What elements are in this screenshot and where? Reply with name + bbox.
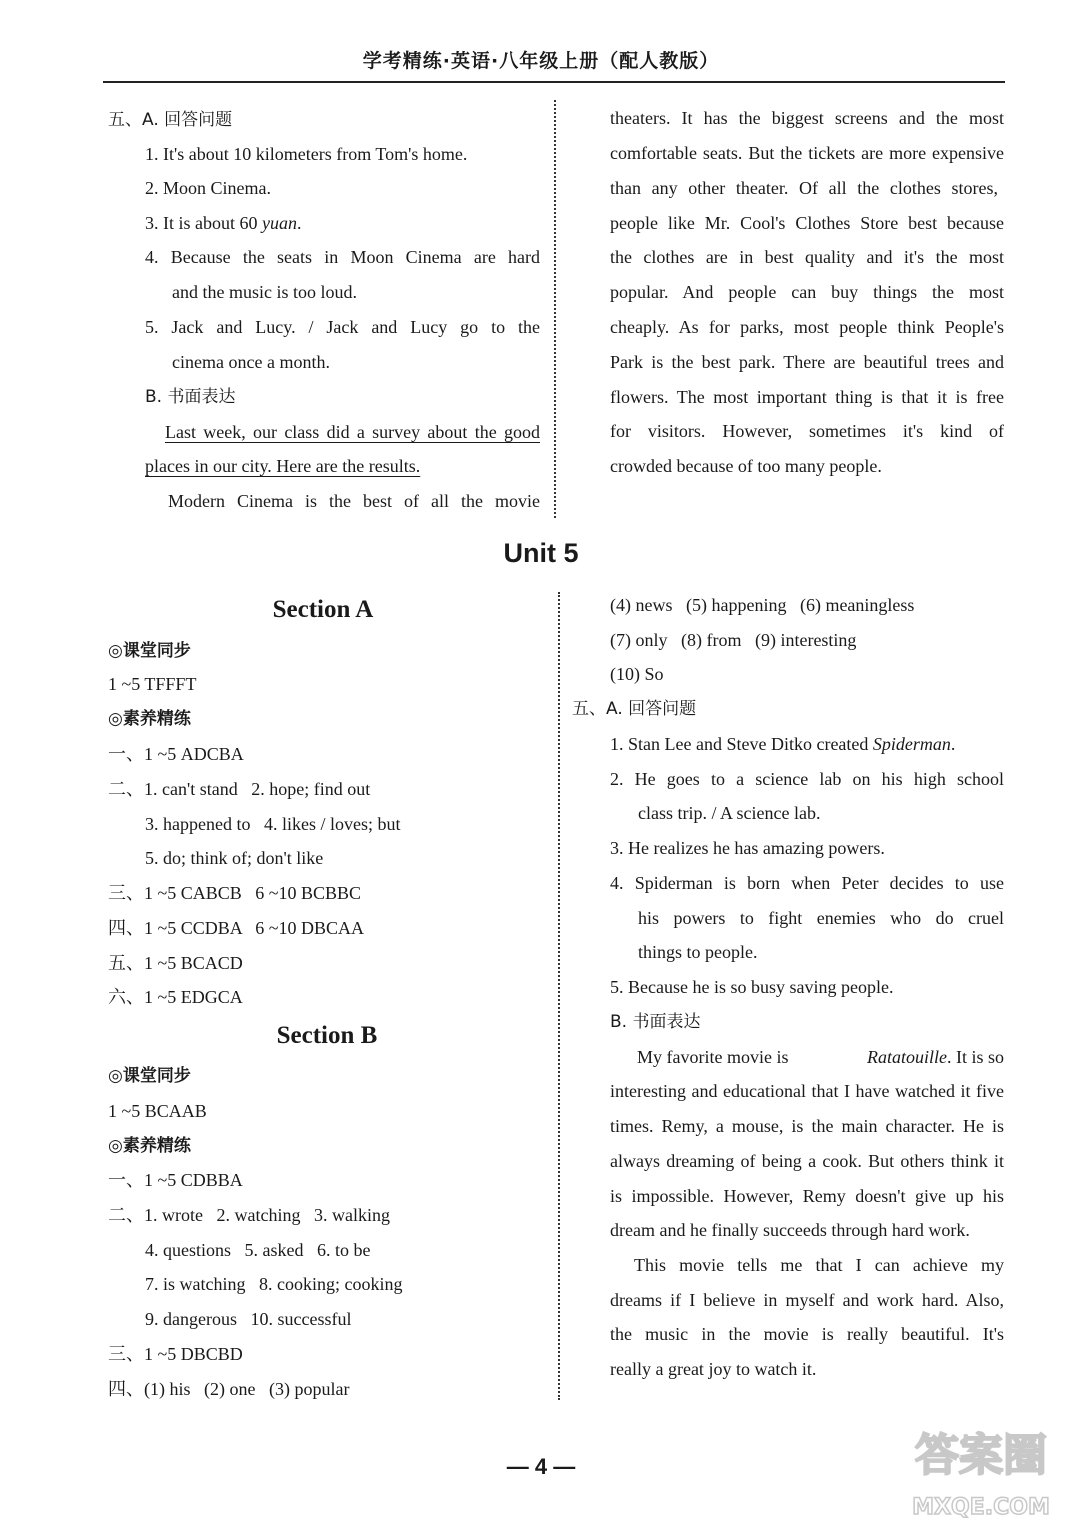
essay-text: My favorite movie is: [637, 1047, 793, 1067]
q5-label: 五、A. 回答问题: [108, 110, 233, 130]
answer-line: (7) only (8) from (9) interesting: [610, 630, 857, 650]
answer-text: .: [297, 213, 302, 233]
header-rule: [103, 81, 1005, 83]
answer-line: 4. questions 5. asked 6. to be: [145, 1240, 371, 1260]
essay-line: Modern Cinema is the best of all the movie: [168, 491, 540, 511]
essay-line: times. Remy, a mouse, is the main character. He is: [610, 1116, 1004, 1136]
answer-line: 5. Jack and Lucy. / Jack and Lucy go to the: [145, 317, 540, 337]
answer-text: 1. Stan Lee and Steve Ditko created: [610, 734, 873, 754]
ketang-label: ◎课堂同步: [108, 1066, 191, 1086]
section-b-title: Section B: [276, 1022, 378, 1049]
page-header: 学考精练·英语·八年级上册（配人教版）: [362, 50, 720, 72]
answer-line: 3. happened to 4. likes / loves; but: [145, 814, 401, 834]
answer-text: .: [950, 734, 956, 754]
q5-label: 五、A. 回答问题: [572, 699, 697, 719]
section-a-title: Section A: [272, 596, 374, 623]
answer-line: (4) news (5) happening (6) meaningless: [610, 595, 915, 615]
answer-line: 二、1. can't stand 2. hope; find out: [108, 779, 371, 799]
essay-line: comfortable seats. But the tickets are more expensive: [610, 143, 1004, 163]
essay-line: theaters. It has the biggest screens and the most: [610, 108, 1004, 128]
answer-line: 4. Because the seats in Moon Cinema are hard: [145, 247, 540, 267]
column-divider-bottom: [558, 592, 560, 1400]
essay-line: really a great joy to watch it.: [610, 1359, 817, 1379]
answer-line: (10) So: [610, 664, 664, 684]
essay-line: the clothes are in best quality and it's the most: [610, 247, 1004, 267]
answer-line: 三、1 ~5 CABCB 6 ~10 BCBBC: [108, 883, 362, 903]
answer-line: 五、1 ~5 BCACD: [108, 953, 243, 973]
answer-line: his powers to fight enemies who do cruel: [638, 908, 1004, 928]
essay-line: always dreaming of being a cook. But others think it: [610, 1151, 1004, 1171]
writing-label: B. 书面表达: [610, 1012, 701, 1032]
answer-line: 一、1 ~5 ADCBA: [108, 744, 244, 764]
answer-line: 5. do; think of; don't like: [145, 848, 324, 868]
essay-line: cheaply. As for parks, most people think People's: [610, 317, 1004, 337]
answer-italic: yuan: [262, 213, 297, 233]
answer-line: [145, 213, 302, 233]
ketang-answer: 1 ~5 BCAAB: [108, 1101, 207, 1121]
watermark-logo: [906, 1418, 1056, 1524]
essay-text: . It is so: [946, 1047, 1004, 1067]
answer-line: 9. dangerous 10. successful: [145, 1309, 352, 1329]
answer-text: 3. It is about 60: [145, 213, 262, 233]
essay-line: for visitors. However, sometimes it's kind of: [610, 421, 1004, 441]
answer-line: 5. Because he is so busy saving people.: [610, 977, 894, 997]
page-number: — 4 —: [506, 1454, 576, 1479]
answer-line: 7. is watching 8. cooking; cooking: [145, 1274, 403, 1294]
essay-line: dream and he finally succeeds through hard work.: [610, 1220, 970, 1240]
answer-line: and the music is too loud.: [172, 282, 357, 302]
answer-line: 三、1 ~5 DBCBD: [108, 1344, 243, 1364]
essay-line: people like Mr. Cool's Clothes Store best because: [610, 213, 1004, 233]
ketang-answer: 1 ~5 TFFFT: [108, 674, 197, 694]
essay-line: Park is the best park. There are beautiful trees and: [610, 352, 1004, 372]
essay-line: [637, 1047, 1004, 1067]
answer-line: 六、1 ~5 EDGCA: [108, 987, 243, 1007]
essay-line: dreams if I believe in myself and work hard. Also,: [610, 1290, 1004, 1310]
suyang-label: ◎素养精练: [108, 1136, 191, 1156]
essay-line: interesting and educational that I have watched it five: [610, 1081, 1004, 1101]
essay-line: This movie tells me that I can achieve my: [634, 1255, 1004, 1275]
answer-line: 1. It's about 10 kilometers from Tom's home.: [145, 144, 468, 164]
answer-line: 2. He goes to a science lab on his high school: [610, 769, 1004, 789]
watermark-text: MXQE.COM: [912, 1495, 1050, 1520]
essay-line: the music in the movie is really beautiful. It's: [610, 1324, 1004, 1344]
column-divider-top: [554, 100, 556, 518]
answer-line: 四、1 ~5 CCDBA 6 ~10 DBCAA: [108, 918, 365, 938]
watermark-text: 答案圈: [915, 1430, 1047, 1481]
essay-line: crowded because of too many people.: [610, 456, 882, 476]
essay-italic: Ratatouille: [866, 1047, 947, 1067]
essay-segment: [867, 1047, 1004, 1067]
essay-line: than any other theater. Of all the clothes stores,: [610, 178, 998, 198]
essay-line: is impossible. However, Remy doesn't give up his: [610, 1186, 1004, 1206]
answer-line: 一、1 ~5 CDBBA: [108, 1170, 243, 1190]
essay-line: Last week, our class did a survey about the good: [165, 422, 540, 442]
suyang-label: ◎素养精练: [108, 709, 191, 729]
ketang-label: ◎课堂同步: [108, 641, 191, 661]
answer-line: things to people.: [638, 942, 758, 962]
essay-line: places in our city. Here are the results.: [145, 456, 421, 476]
writing-label: B. 书面表达: [145, 387, 236, 407]
answer-line: [610, 734, 955, 754]
answer-line: class trip. / A science lab.: [638, 803, 821, 823]
essay-line: flowers. The most important thing is that it is free: [610, 387, 1004, 407]
essay-line: popular. And people can buy things the most: [610, 282, 1004, 302]
answer-italic: Spiderman: [872, 734, 951, 754]
answer-line: 2. Moon Cinema.: [145, 178, 271, 198]
answer-line: 4. Spiderman is born when Peter decides to use: [610, 873, 1004, 893]
answer-line: cinema once a month.: [172, 352, 330, 372]
answer-line: 3. He realizes he has amazing powers.: [610, 838, 885, 858]
answer-line: 四、(1) his (2) one (3) popular: [108, 1379, 350, 1399]
answer-line: 二、1. wrote 2. watching 3. walking: [108, 1205, 390, 1225]
unit-title: Unit 5: [503, 538, 579, 568]
